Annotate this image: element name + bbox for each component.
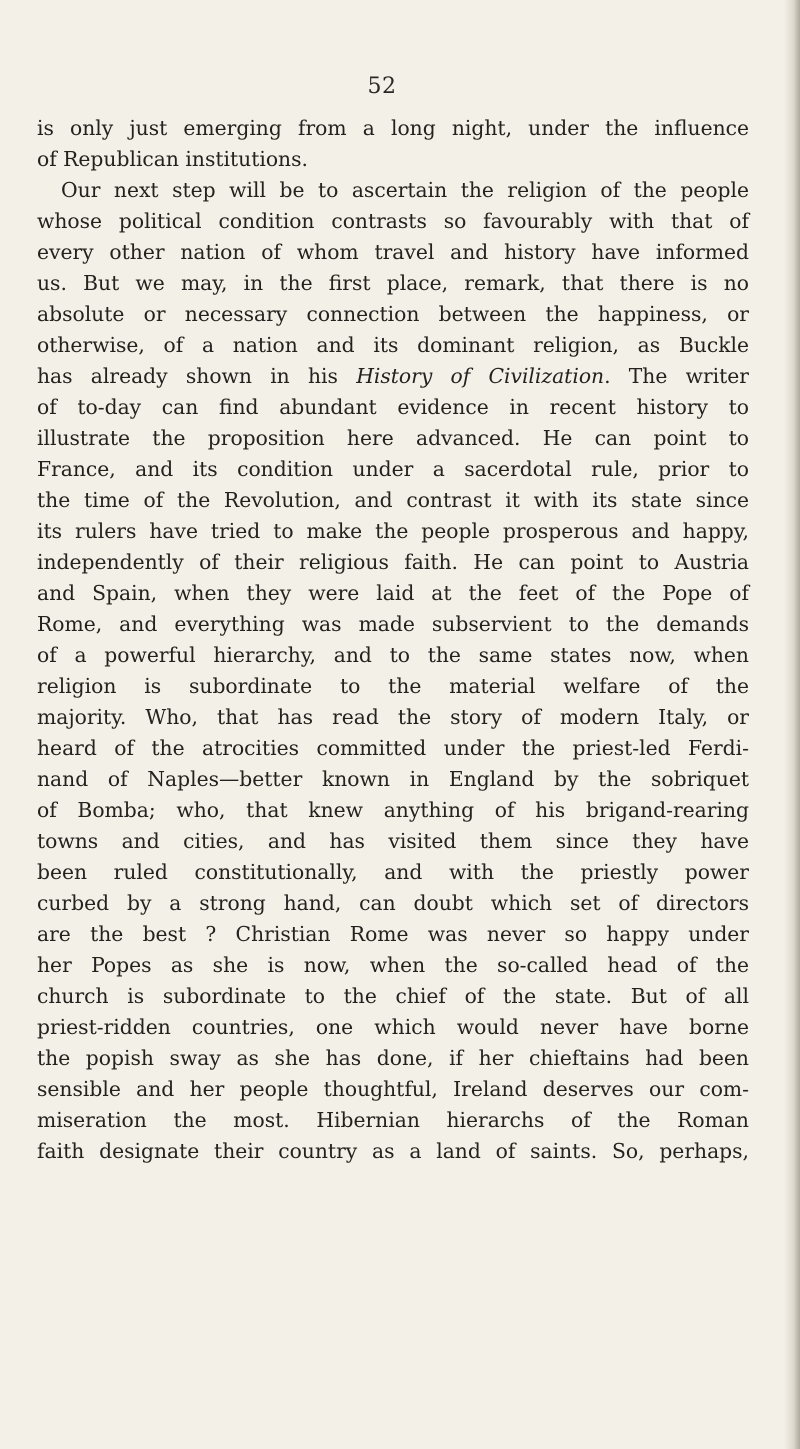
text-line: Rome, and everything was made subservient to the demands [37, 612, 749, 636]
text-line: are the best ? Christian Rome was never so happy under [37, 922, 749, 946]
page-number: 52 [367, 74, 397, 99]
text-line: been ruled constitutionally, and with the priestly power [37, 860, 749, 884]
text-line: is only just emerging from a long night, under the influence [37, 116, 749, 140]
text-line: church is subordinate to the chief of the state. But of all [37, 984, 749, 1008]
text-line: independently of their religious faith. He can point to Austria [37, 550, 749, 574]
page-edge-shadow [784, 0, 800, 1449]
text-line: sensible and her people thoughtful, Ireland deserves our com- [37, 1077, 749, 1101]
text-line: the time of the Revolution, and contrast it with its state since [37, 488, 749, 512]
text-line: every other nation of whom travel and history have informed [37, 240, 749, 264]
text-line: her Popes as she is now, when the so-called head of the [37, 953, 749, 977]
text-line: its rulers have tried to make the people prosperous and happy, [37, 519, 749, 543]
body-text [37, 113, 749, 1167]
text-line: priest-ridden countries, one which would never have borne [37, 1015, 749, 1039]
text-line: otherwise, of a nation and its dominant religion, as Buckle [37, 333, 749, 357]
text-line: us. But we may, in the first place, remark, that there is no [37, 271, 749, 295]
text-line: of a powerful hierarchy, and to the same states now, when [37, 643, 749, 667]
text-line: of Republican institutions. [37, 147, 308, 171]
text-line: religion is subordinate to the material welfare of the [37, 674, 749, 698]
text-line: of to-day can find abundant evidence in recent history to [37, 395, 749, 419]
text-line: has already shown in his History of Civilization. The writer [37, 364, 750, 388]
text-line: and Spain, when they were laid at the feet of the Pope of [37, 581, 749, 605]
text-line: illustrate the proposition here advanced. He can point to [37, 426, 749, 450]
text-line: heard of the atrocities committed under the priest-led Ferdi- [37, 736, 749, 760]
text-line: majority. Who, that has read the story of modern Italy, or [37, 705, 749, 729]
text-line: whose political condition contrasts so favourably with that of [37, 209, 749, 233]
text-line: the popish sway as she has done, if her chieftains had been [37, 1046, 749, 1070]
text-line: of Bomba; who, that knew anything of his brigand-rearing [37, 798, 749, 822]
text-line: faith designate their country as a land of saints. So, perhaps, [37, 1139, 749, 1163]
text-line: France, and its condition under a sacerdotal rule, prior to [37, 457, 749, 481]
text-line: curbed by a strong hand, can doubt which set of directors [37, 891, 749, 915]
book-title: History of Civilization [356, 364, 605, 388]
text-line: Our next step will be to ascertain the religion of the people [61, 178, 749, 202]
text-line: towns and cities, and has visited them since they have [37, 829, 749, 853]
text-line: nand of Naples—better known in England by the sobriquet [37, 767, 749, 791]
text-line: miseration the most. Hibernian hierarchs of the Roman [37, 1108, 749, 1132]
text-line: absolute or necessary connection between the happiness, or [37, 302, 749, 326]
